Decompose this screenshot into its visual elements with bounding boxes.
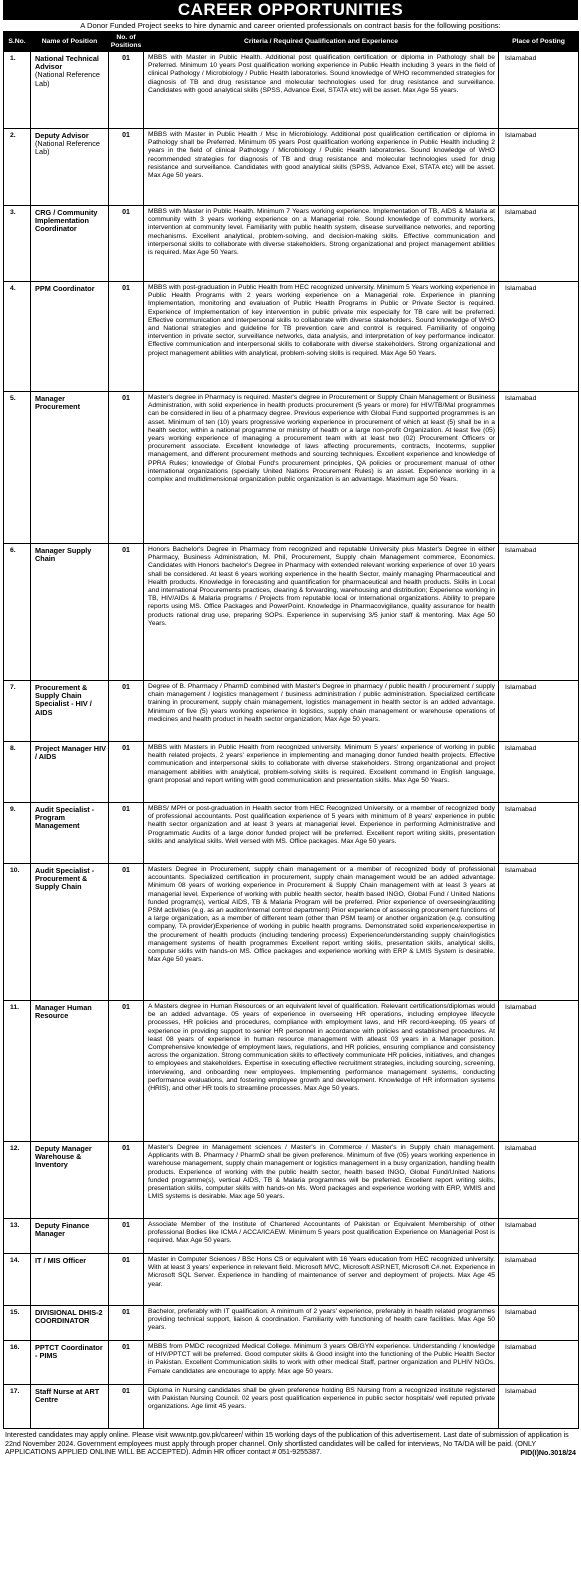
row-positions-count: 01 (109, 742, 144, 803)
header-position: Name of Position (31, 32, 109, 52)
header-criteria: Criteria / Required Qualification and Experience (144, 32, 499, 52)
header-place: Place of Posting (499, 32, 579, 52)
row-positions-count: 01 (109, 392, 144, 544)
table-row (4, 1001, 579, 1142)
row-sno: 14. (4, 1254, 31, 1306)
table-row (4, 52, 579, 129)
position-name: Deputy Finance Manager (35, 1221, 90, 1239)
position-name: Project Manager HIV / AIDS (35, 744, 106, 762)
position-name: Manager Supply Chain (35, 546, 92, 564)
table-row (4, 864, 579, 1001)
header-sno: S.No. (4, 32, 31, 52)
position-name: Audit Specialist - Procurement & Supply Chain (35, 866, 95, 892)
row-criteria: A Masters degree in Human Resources or an equivalent level of qualification. Relevant certifications/diplomas would be an added advantage. 05 years of experience in overseeing HR operations, including employee lifecycle processes, HR policies and procedures, compliance with employment laws, and HR record-keeping. 05 years of experience in providing support to senior HR personnel in accordance with policies and established procedures. At least 08 years of experience in human resource management with atleast 03 years in a Manager position. Comprehensive knowledge of employment laws, regulations, and HR policies, ensuring compliance and consistency across the organization. Strong communication skills to effectively communicate HR policies, initiatives, and changes to employees and stakeholders. Expertise in executing effective recruitment strategies, including sourcing, screening, interviewing, and onboarding new employees. Implementing performance management systems, conducting performance evaluations, and fostering employee growth and development. Knowledge of HR information systems (HRIS), and other HR tools to streamline processes. Max Age 50 years. (144, 1001, 499, 1142)
table-row (4, 1385, 579, 1429)
row-sno: 13. (4, 1219, 31, 1254)
row-position (31, 1341, 109, 1385)
row-criteria: Masters Degree in Procurement, supply chain management or a member of recognized body of professional accountants. Specialized certification in procurement, supply chain management would be an added advantage. Minimum 08 years of working experience in Procurement & Supply Chain management with at least 3 years at managerial level. Experience of working with public health sector, health based INGO, Global Fund / United Nations funded program(s), vertical AIDS, TB & Malaria Program will be preferred. Prior experience of overseeing/auditing PSM activities (e.g. as an auditor/internal control department) Prior experience of assessing procurement functions of a large organization, as a member of different team (other than PSM team) or another organization (e.g. consulting company, TA provider)Experience of working in public health programs. Demonstrated solid experience/expertise in the procurement of health products (including tendering process) Experience/understanding supply chain/logistics management systems of health programmes Excellent report writing skills, presentation skills, analytical skills, computer skills with hands-on MS. Office packages and experience working with ERP & LMIS System is desirable. Max Age 50 years. (144, 864, 499, 1001)
row-positions-count: 01 (109, 1142, 144, 1219)
row-positions-count: 01 (109, 1254, 144, 1306)
row-sno: 6. (4, 544, 31, 681)
pid-number: PID(I)No.3018/24 (520, 1448, 576, 1457)
row-place: Islamabad (499, 544, 579, 681)
row-place: Islamabad (499, 206, 579, 282)
row-positions-count: 01 (109, 544, 144, 681)
row-criteria: Degree of B. Pharmacy / PharmD combined with Master's Degree in pharmacy / public health / procurement / supply chain management / logistics management / business administration / public administration. Specialized certificate training in procurement, supply chain management, logistics management in health sector is an added advantage. Minimum of five (5) years working experience in logistics, supply chain management or warehouse operations of medicines and health product in health sector organization; Max Age 50 years. (144, 681, 499, 742)
table-row (4, 544, 579, 681)
row-position (31, 1385, 109, 1429)
table-row (4, 129, 579, 206)
row-positions-count: 01 (109, 1341, 144, 1385)
position-name: Staff Nurse at ART Centre (35, 1387, 100, 1405)
row-place: Islamabad (499, 129, 579, 206)
row-position (31, 864, 109, 1001)
row-place: Islamabad (499, 1254, 579, 1306)
row-sno: 11. (4, 1001, 31, 1142)
row-sno: 1. (4, 52, 31, 129)
row-position (31, 392, 109, 544)
row-position (31, 52, 109, 129)
position-org: (National Reference Lab) (35, 139, 100, 157)
row-position (31, 544, 109, 681)
position-name: Manager Human Resource (35, 1003, 92, 1021)
row-criteria: MBBS with Masters in Public Health from recognized university. Minimum 5 years' experience of working in public health related projects. 2 years' experience in implementing and managing donor funded health projects. Effective communication and interpersonal skills to collaborate with diverse stakeholders. Strong organizational and project management abilities with analytical, problem-solving skills is required. Excellent command in English language, grant proposal and report writing with good communication and presentation skills. Max Age 50 Years. (144, 742, 499, 803)
position-name: Manager Procurement (35, 394, 81, 412)
row-sno: 5. (4, 392, 31, 544)
row-sno: 16. (4, 1341, 31, 1385)
row-sno: 3. (4, 206, 31, 282)
row-positions-count: 01 (109, 1385, 144, 1429)
position-name: Audit Specialist - Program Management (35, 805, 95, 831)
positions-table (3, 31, 579, 1429)
position-org: (National Reference Lab) (35, 70, 100, 88)
footer-text: Interested candidates may apply online. Please visit www.ntp.gov.pk/career/ within 15 working days of the publication of this advertisement. Last date of submission of application is 22nd November 2024. Government employees must apply through proper channel. Only shortlisted candidates will be called for interviews, No TA/DA will be paid. (ONLY APPLICATIONS APPLIED ONLINE WILL BE ACCEPTED). Admin HR officer contact # 051-9255387. (5, 1431, 569, 1457)
row-place: Islamabad (499, 1341, 579, 1385)
table-row (4, 1341, 579, 1385)
table-row (4, 282, 579, 392)
row-position (31, 1219, 109, 1254)
row-criteria: Associate Member of the Institute of Chartered Accountants of Pakistan or Equivalent Membership of other professional Bodies like ICMA / ACCA/ICAEW. Minimum 5 years post qualification Experience on Managerial Post is required. Max Age 50 years. (144, 1219, 499, 1254)
row-positions-count: 01 (109, 206, 144, 282)
row-sno: 4. (4, 282, 31, 392)
row-criteria: Master's degree in Pharmacy is required. Master's degree in Procurement or Supply Chain Management or Business Administration, with solid experience in health products procurement (5 years or more) for HIV/TB/Mal programmes can be considered in lieu of a pharmacy degree. Previous experience with Global Fund supported programmes is an asset. Minimum of ten (10) years progressive working experience in procurement of which at least (5) shall be in a health sector, within a national programme or ministry of health or a large non-profit Organization. At least five (05) years working experience of managing a procurement team with at least two (02) Procurement Officers or procurement associate. Excellent knowledge of laws affecting procurements, contracts, Incoterms, supplier management, and different procurement methods and sourcing techniques. Excellent experience and knowledge of PPRA Rules; knowledge of Global Fund's procurement principles, QA policies or procurement manual of other international organizations (specially United Nations Procurement Rules) is an asset. Experience working in a complex and multidimensional organization public organization is an advantage. Maximum age 50 Years. (144, 392, 499, 544)
row-sno: 12. (4, 1142, 31, 1219)
advertisement-page (3, 0, 578, 1457)
position-name: CRG / Community Implementation Coordinator (35, 208, 98, 234)
page-title: CAREER OPPORTUNITIES (3, 0, 578, 20)
table-row (4, 1254, 579, 1306)
table-header-row (4, 32, 579, 52)
row-place: Islamabad (499, 282, 579, 392)
position-name: PPTCT Coordinator - PIMS (35, 1343, 103, 1361)
row-position (31, 206, 109, 282)
row-criteria: Diploma in Nursing candidates shall be given preference holding BS Nursing from a recognized institute registered with Pakistan Nursing Council. 02 years post qualification experience in public sector hospitals/ well reputed private organizations. Age limit 45 years. (144, 1385, 499, 1429)
row-position (31, 803, 109, 864)
row-positions-count: 01 (109, 864, 144, 1001)
row-positions-count: 01 (109, 681, 144, 742)
row-criteria: Honors Bachelor's Degree in Pharmacy from recognized and reputable University plus Master's Degree in either Pharmacy, Business Administration, M. Phil, Procurement, Supply chain Management commerce, Economics. Candidates with Honors bachelor's Degree in Pharmacy with extended relevant working experience of over 10 years shall be considered. At least 6 years working experience in the health Sector, mainly managing Pharmaceutical and Health products. Knowledge in forecasting and quantification for pharmaceutical and health products. Skills in Local and international Procurements practices, clearing & forwarding, warehousing and distribution; Experience working in TB, HIV/AIDs & Malaria programs / Projects from reputable local or International organizations. Ability to prepare reports using MS. Office Packages and PowerPoint. Knowledge in Pharmacovigilance, quality assurance for health products rational drug use, preparing SOPs. Experience in supervising 3/5 junior staff & mentoring. Max Age 50 Years. (144, 544, 499, 681)
row-positions-count: 01 (109, 1219, 144, 1254)
row-position (31, 1306, 109, 1341)
header-positions-count: No. of Positions (109, 32, 144, 52)
table-row (4, 803, 579, 864)
row-criteria: MBBS from PMDC recognized Medical College. Minimum 3 years OB/GYN experience. Understanding / knowledge of HIV/PPTCT will be preferred. Good computer skills & Good insight into the functioning of the Public Health Sector in Pakistan. Excellent Communication skills to work with other medical Staff, partner organization and PLHIV NGOs. Female candidates are encourage to apply. Max age 50 years. (144, 1341, 499, 1385)
row-position (31, 129, 109, 206)
row-criteria: Master in Computer Sciences / BSc Hons CS or equivalent with 16 Years education from HEC recognized university. With at least 3 years' experience in relevant field. Microsoft MVC, Microsoft ASP.NET, Microsoft C#.net. Experience in Microsoft SQL Server. Experience in handling of maintenance of server and deployment of projects. Max Age 45 year. (144, 1254, 499, 1306)
row-criteria: MBBS with Master in Public Health. Additional post qualification certification or diploma in Pathology shall be Preferred. Minimum 10 years Post qualification working experience in Public Health including 3 years in the field of clinical Pathology / Microbiology / Public Health laboratories. Sound knowledge of WHO recommended strategies for diagnosis of TB and drug resistance and molecular technologies used for drug resistance and surveillance. Candidates with good analytical skills (SPSS, Advance Exel, STATA etc) will be asset. Max Age 55 years. (144, 52, 499, 129)
position-name: Deputy Advisor (35, 131, 89, 140)
row-place: Islamabad (499, 803, 579, 864)
row-criteria: MBBS/ MPH or post-graduation in Health sector from HEC Recognized University. or a member of recognized body of professional accountants. Post qualification experience of 5 years with minimum of 8 years' experience in public health sector organization and at least 3 years at managerial level. Experience in performing Administrative and Programmatic Audits of a large donor funded project will be preferred. Excellent report writing skills, presentation skills and analytical skills. Well versed with MS. Office packages. Max Age 50 years. (144, 803, 499, 864)
row-place: Islamabad (499, 392, 579, 544)
table-row (4, 206, 579, 282)
row-place: Islamabad (499, 1142, 579, 1219)
table-row (4, 1219, 579, 1254)
row-place: Islamabad (499, 742, 579, 803)
row-positions-count: 01 (109, 52, 144, 129)
row-place: Islamabad (499, 52, 579, 129)
row-place: Islamabad (499, 1306, 579, 1341)
row-sno: 2. (4, 129, 31, 206)
row-place: Islamabad (499, 681, 579, 742)
row-sno: 9. (4, 803, 31, 864)
position-name: DIVISIONAL DHIS-2 COORDINATOR (35, 1308, 103, 1326)
table-row (4, 1142, 579, 1219)
table-row (4, 1306, 579, 1341)
row-position (31, 1001, 109, 1142)
row-criteria: MBBS with Master in Public Health. Minimum 7 Years working experience. Implementation of TB, AIDS & Malaria at community with 3 years working experience on a Managerial role. Sound knowledge of community workers, intervention at community level. Familiarity with public health system, disease surveillance networks, and reporting mechanisms. Excellent analytical, problem-solving, and decision-making skills. Effective communication and interpersonal skills to collaborate with diverse stakeholders. Strong organizational and project management abilities is required. Max Age 50 Years. (144, 206, 499, 282)
row-place: Islamabad (499, 1219, 579, 1254)
row-sno: 17. (4, 1385, 31, 1429)
position-name: Procurement & Supply Chain Specialist - HIV / AIDS (35, 683, 92, 717)
table-row (4, 681, 579, 742)
row-place: Islamabad (499, 1385, 579, 1429)
row-sno: 10. (4, 864, 31, 1001)
row-positions-count: 01 (109, 1001, 144, 1142)
footer (3, 1429, 578, 1457)
row-position (31, 282, 109, 392)
position-name: IT / MIS Officer (35, 1256, 87, 1265)
position-name: Deputy Manager Warehouse & Inventory (35, 1144, 92, 1170)
row-sno: 8. (4, 742, 31, 803)
row-position (31, 681, 109, 742)
row-place: Islamabad (499, 864, 579, 1001)
row-criteria: MBBS with post-graduation in Public Health from HEC recognized university. Minimum 5 Years working experience in Public Health Programs with 2 years working experience on a Managerial role. Experience in planning Implementation, monitoring and evaluation of Public Health Programs in Public or Private Sector is required. Experience of Implementation of key intervention in public private mix especially for TB care will be preferred. Effective communication and interpersonal skills to collaborate with diverse stakeholders. Sound knowledge of WHO and National strategies and guideline for TB prevention care and control is required. Familiarity of ongoing intervention in private sector, surveillance networks, data analysis, and interpretation of key performance indicator. Effective communication and interpersonal skills to collaborate with diverse stakeholders. Strong organizational and project management abilities with analytical, problem-solving skills is required. Max Age 50 Years. (144, 282, 499, 392)
table-body (4, 52, 579, 1429)
row-positions-count: 01 (109, 1306, 144, 1341)
row-sno: 7. (4, 681, 31, 742)
position-name: PPM Coordinator (35, 284, 95, 293)
row-sno: 15. (4, 1306, 31, 1341)
table-row (4, 742, 579, 803)
position-name: National Technical Advisor (35, 54, 99, 72)
row-position (31, 1142, 109, 1219)
table-row (4, 392, 579, 544)
row-place: Islamabad (499, 1001, 579, 1142)
row-criteria: Master's Degree in Management sciences / Master's in Commerce / Master's in Supply chain management. Applicants with B. Pharmacy / PharmD shall be given preference. Minimum of five (05) years working experience in warehouse management, supply chain management or logistics management in a busy organization, handling health products. Experience of working with the public health sector, health based INGO, Global Fund/United Nations funded programme(s), vertical AIDS, TB & Malaria programmes will be preferred. Excellent report writing skills, presentation skills, computer skills with hands-on Ms. Word packages and experience working with ERP, WMIS and LMIS systems is desirable. Max age 50 years. (144, 1142, 499, 1219)
row-criteria: MBBS with Master in Public Health / Msc in Microbiology. Additional post qualification certification or diploma in Pathology shall be Preferred. Minimum 05 years Post qualification working experience in Public Health including 2 years in the field of clinical Pathology / Microbiology / Public Health laboratories. Sound knowledge of WHO recommended strategies for diagnosis of TB and drug resistance and molecular technologies used for drug resistance and surveillance. Candidates with good analytical skills (SPSS, Advance Exel, STATA etc) will be asset. Max Age 50 years. (144, 129, 499, 206)
row-criteria: Bachelor, preferably with IT qualification. A minimum of 2 years' experience, preferably in health related programmes providing technical support, liaison & coordination. Familiarity with functioning of health care facilities. Max Age 50 years. (144, 1306, 499, 1341)
row-positions-count: 01 (109, 282, 144, 392)
row-position (31, 1254, 109, 1306)
intro-text: A Donor Funded Project seeks to hire dynamic and career oriented professionals on contract basis for the following positions: (80, 21, 501, 30)
row-position (31, 742, 109, 803)
row-positions-count: 01 (109, 129, 144, 206)
row-positions-count: 01 (109, 803, 144, 864)
